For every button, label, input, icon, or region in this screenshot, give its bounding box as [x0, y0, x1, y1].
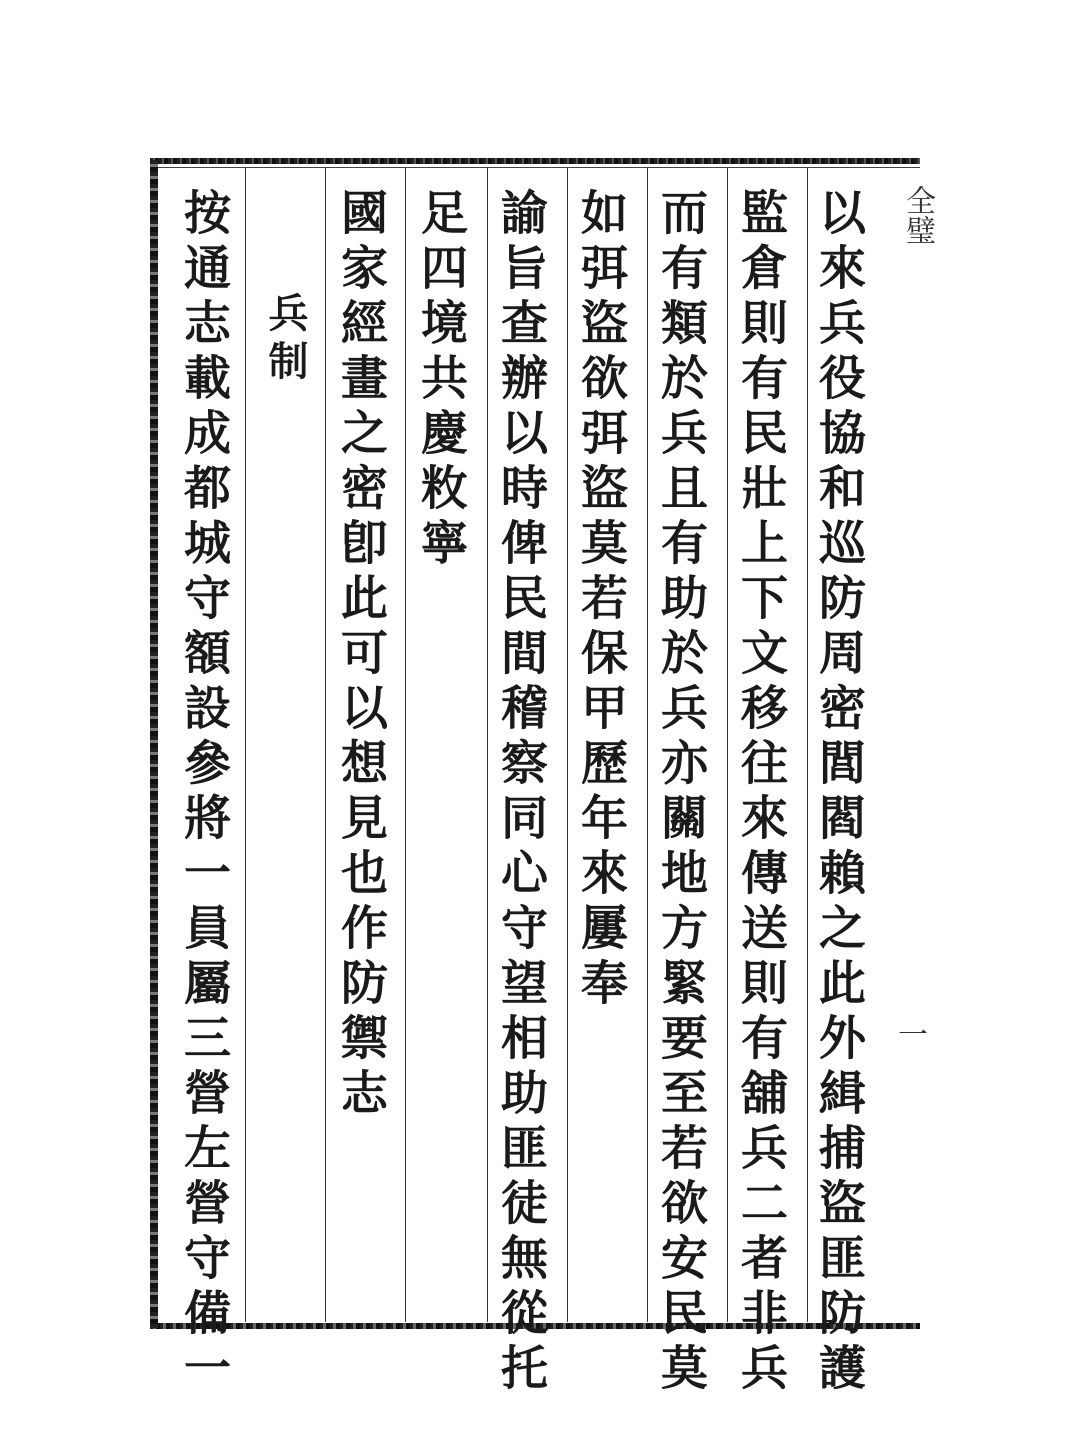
column-rule	[487, 168, 488, 1322]
text-column-6: 足四境共慶敉寧	[413, 188, 468, 573]
text-column-4: 如弭盜欲弭盜莫若保甲歷年來屢奉	[573, 188, 628, 1013]
top-margin-mark: 全璧	[900, 185, 935, 245]
column-rule	[647, 168, 648, 1322]
column-rule	[727, 168, 728, 1322]
text-column-9: 按通志載成都城守額設參將一員屬三營左營守備一	[176, 188, 231, 1398]
column-rule	[807, 168, 808, 1322]
text-column-5: 諭旨查辦以時俾民間稽察同心守望相助匪徒無從托	[493, 188, 548, 1398]
text-column-1: 以來兵役協和巡防周密閭閻賴之此外緝捕盜匪防護	[811, 188, 866, 1398]
text-column-2: 監倉則有民壯上下文移往來傳送則有舖兵二者非兵	[733, 188, 788, 1398]
right-margin-mark: 一	[898, 1018, 928, 1053]
section-heading: 兵制	[262, 292, 309, 388]
frame-top-inner-rule	[150, 167, 920, 168]
column-rule	[245, 168, 246, 1322]
column-rule	[325, 168, 326, 1322]
text-column-3: 而有類於兵且有助於兵亦關地方緊要至若欲安民莫	[653, 188, 708, 1398]
column-rule	[567, 168, 568, 1322]
column-rule	[405, 168, 406, 1322]
frame-left-border	[150, 160, 158, 1328]
text-column-7: 國家經畫之密卽此可以想見也作防禦志	[333, 188, 388, 1123]
frame-top-border	[150, 158, 920, 164]
